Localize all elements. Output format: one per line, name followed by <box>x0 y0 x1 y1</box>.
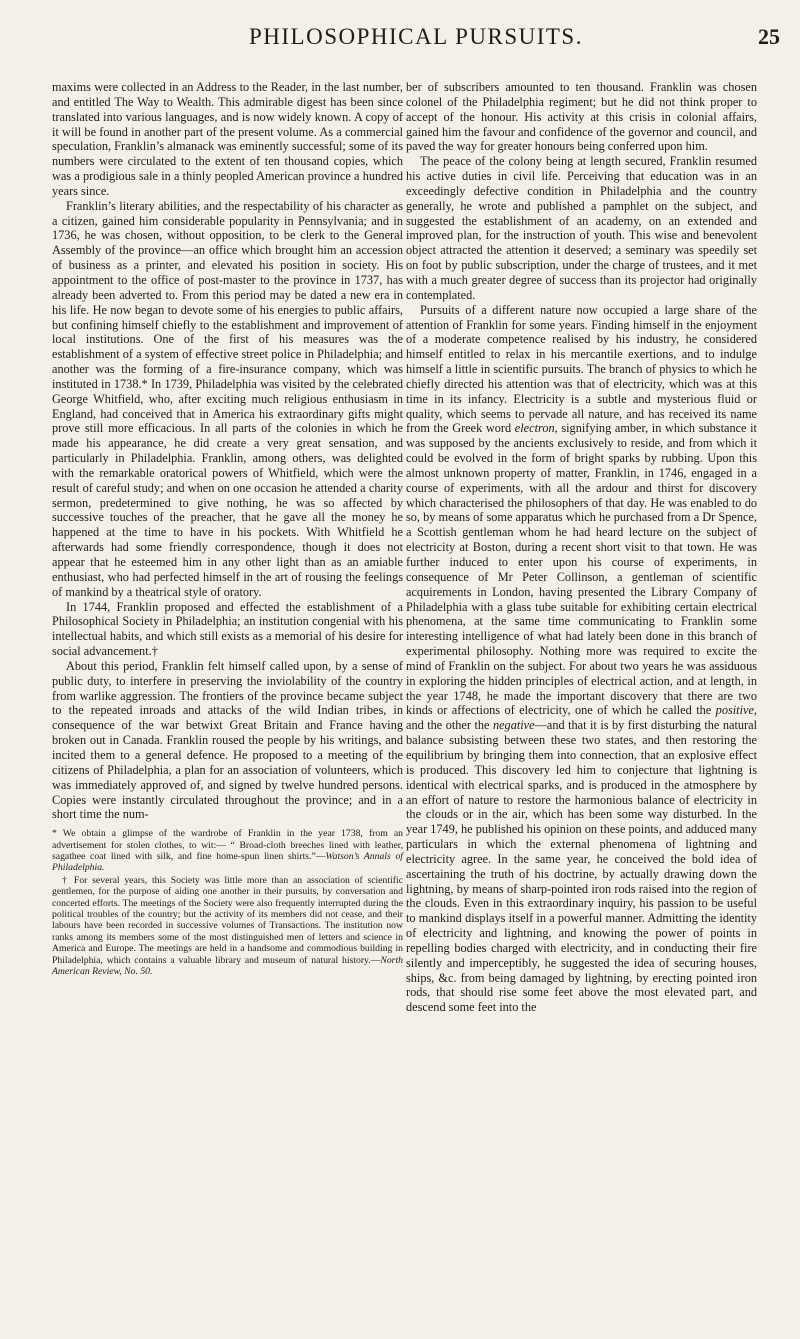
footnote-text: * We obtain a glimpse of the wardrobe of Franklin in the year 1738, from an advertisement for stolen clothes, to wit:— “ Broad-cloth breeches lined with leather, sagathee coat lined with silk, and fine home-spun linen shirts.”— <box>52 828 403 862</box>
paragraph <box>406 303 757 1016</box>
paragraph: Franklin’s literary abilities, and the respectability of his character as a citizen, gained him considerable popularity in Pennsylvania; and in 1736, he was chosen, without opposition, to be clerk to the General Assembly of the province—an office which brought him an accession of business as a printer, and elevated his position in society. His appointment to the office of post-master to the province in 1737, has already been adverted to. From this period may be dated a new era in his life. He now began to devote some of his energies to public affairs, but confining himself chiefly to the establishment and improvement of local institutions. One of the first of his measures was the establishment of a system of effective street police in Philadelphia; and another was the forming of a fire-insurance company, which was instituted in 1738.* In 1739, Philadelphia was visited by the celebrated George Whitfield, who, after exciting much religious enthusiasm in England, had conceived that in America his extraordinary gifts might prove still more efficacious. In all parts of the colonies in which he made his appearance, he did create a very great sensation, and particularly in Philadelphia. Franklin, among others, was delighted with the remarkable oratorical powers of Whitfield, which were the result of careful study; and when on one occasion he attended a charity sermon, predetermined to give nothing, he was so affected by successive touches of the preacher, that he gave all the money he happened at the time to have in his pockets. With Whitfield he afterwards had some friendly correspondence, though it does not appear that he esteemed him in any other light than as an amiable enthusiast, who had perfected himself in the art of rousing the feelings of mankind by a theatrical style of oratory. <box>52 198 403 599</box>
term-negative: negative <box>492 718 535 733</box>
right-column <box>406 80 757 1015</box>
footnote <box>52 875 403 978</box>
paragraph: The peace of the colony being at length secured, Franklin resumed his active duties in civil life. Perceiving that education was in an exceedingly defective condition in Philadelphia and the country generally, he wrote and published a pamphlet on the subject, and suggested the establishment of an academy, on an extended and improved plan, for the instruction of youth. This wise and benevolent object attracted the attention it deserved; a seminary was speedily set on foot by public subscription, under the charge of trustees, and it met with a much greater degree of success than its projector had originally contemplated. <box>406 154 757 302</box>
page-number: 25 <box>758 24 780 49</box>
footnotes <box>52 828 403 977</box>
paragraph: About this period, Franklin felt himself called upon, by a sense of public duty, to interfere in preserving the inviolability of the country from warlike aggression. The frontiers of the province became subject to the repeated inroads and attacks of the wild Indian tribes, in consequence of the war betwixt Great Britain and France having broken out in Canada. Franklin roused the people by his writings, and incited them to a general defence. He proposed to a meeting of the citizens of Philadelphia, a plan for an association of volunteers, which was immediately approved of, and signed by twelve hundred persons. Copies were instantly circulated throughout the province; and in a short time the num- <box>52 658 403 822</box>
paragraph-text: Pursuits of a different nature now occupied a large share of the attention of Franklin for some years. Finding himself in the enjoyment of a moderate competence realised by his industry, he considered himself entitled to relax in his mercantile exertions, and to indulge himself a little in scientific pursuits. The branch of physics to which he chiefly directed his attention was that of electricity, which was at this time in its infancy. Electricity is a subtle and mysterious fluid or quality, which seems to pervade all nature, and has received its name from the Greek word <box>406 302 757 436</box>
paragraph-text: , and the other the <box>406 703 757 733</box>
paragraph-text: , signifying amber, in which substance it was supposed by the ancients exclusively to reside, and from which it could be evolved in the form of bright sparks by rubbing. Upon this almost unknown property of matter, Franklin, in 1746, engaged in a course of experiments, with all the ardour and thirst for discovery which characterised the philosophers of that day. He was enabled to do so, by means of some apparatus which he purchased from a Dr Spence, a Scottish gentleman whom he had heard lecture on the subject of electricity at Boston, during a recent short visit to that town. He was further induced to enter upon his course of experiments, in consequence of Mr Peter Collinson, a gentleman of scientific acquirements in London, having presented the Library Company of Philadelphia with a glass tube suitable for exhibiting certain electrical phenomena, at the same time communicating to Franklin some interesting intelligence of what had lately been done in this branch of experimental philosophy. Nothing more was required to excite the mind of Franklin on the subject. For about two years he was assiduous in exploring the hidden principles of electrical action, and at length, in the year 1748, he made the important discovery that there are two kinds or affections of electricity, one of which he called the <box>406 421 757 718</box>
footnote-source: Watson’s Annals of Philadelphia. <box>52 851 403 874</box>
paragraph-text: —and that it is by first disturbing the natural balance subsisting between these two states, and then restoring the equilibrium by bringing them into connection, that an explosive effect is produced. This discovery led him to conjecture that lightning is identical with electrical sparks, and is produced in the atmosphere by an effort of nature to restore the harmonious balance of electricity in the clouds or in the air, which has been some way disturbed. In the year 1749, he published his opinion on these points, and adduced many particulars in which the external phenomena of lightning and electricity agree. In the same year, he conceived the bold idea of ascertaining the truth of his doctrine, by actually drawing down the lightning, by means of sharp-pointed iron rods raised into the region of the clouds. Even in this extraordinary inquiry, his passion to be useful to mankind displays itself in a powerful manner. Admitting the identity of electricity and lightning, and knowing the power of points in repelling bodies charged with electricity, and in conducting their fire silently and imperceptibly, he suggested the idea of securing houses, ships, &c. from being damaged by lightning, by erecting pointed iron rods, that should rise some feet above the most elevated part, and descend some feet into the <box>406 718 757 1015</box>
paragraph: ber of subscribers amounted to ten thousand. Franklin was chosen colonel of the Philadelphia regiment; but he did not think proper to accept of the honour. His activity at this crisis in colonial affairs, gained him the favour and confidence of the governor and council, and paved the way for greater honours being conferred upon him. <box>406 80 757 154</box>
term-positive: positive <box>715 703 754 718</box>
page-header <box>52 22 780 62</box>
greek-word: electron <box>514 421 555 436</box>
footnote-text: † For several years, this Society was little more than an association of scientific gentlemen, for the purpose of aiding one another in their pursuits, by conversation and concerted efforts. The meetings of the Society were also frequently interrupted during the political troubles of the country; but the activity of its members did not cease, and their labours have been recorded in successive volumes of Transactions. The institution now ranks among its members some of the most distinguished men of letters and science in America and Europe. The meetings are held in a handsome and commodious building in Philadelphia, which contains a valuable library and museum of natural history.— <box>52 874 403 966</box>
paragraph: In 1744, Franklin proposed and effected the establishment of a Philosophical Society in Philadelphia; an institution congenial with his intellectual habits, and which still exists as a memorial of his desire for social advancement.† <box>52 599 403 659</box>
running-title: PHILOSOPHICAL PURSUITS. <box>249 24 583 49</box>
footnote-source: North American Review, No. 50. <box>52 954 403 978</box>
paragraph: maxims were collected in an Address to the Reader, in the last number, and entitled The Way to Wealth. This admirable digest has been since translated into various languages, and is now widely known. A copy of it will be found in another part of the present volume. As a commercial speculation, Franklin’s almanack was eminently successful; some of its numbers were circulated to the extent of ten thousand copies, which was a prodigious sale in a thinly peopled American province a hundred years since. <box>52 80 403 198</box>
footnote <box>52 828 403 874</box>
left-column <box>52 80 403 978</box>
